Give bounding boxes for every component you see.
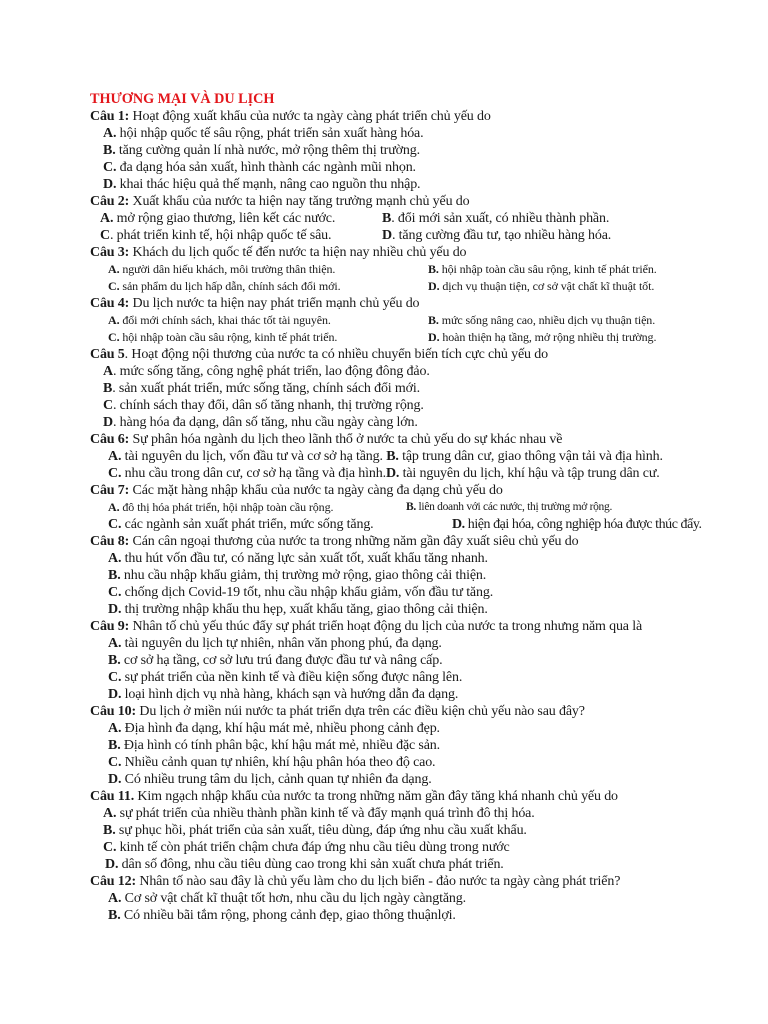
option-a-letter: A. xyxy=(108,449,122,464)
option-text: đổi mới sản xuất, có nhiều thành phần. xyxy=(394,211,610,226)
option-b xyxy=(382,210,609,227)
question-text: Nhân tố chủ yếu thúc đẩy sự phát triển hoạt động du lịch của nước ta trong nhưng năm qua là xyxy=(129,619,643,634)
option-b xyxy=(428,312,655,329)
option-letter: B. xyxy=(103,143,116,158)
option-d xyxy=(428,278,654,295)
option-dot: . xyxy=(112,381,116,396)
question-label: Câu 12: xyxy=(90,874,137,889)
question-label: Câu 2: xyxy=(90,194,130,209)
option-letter: D. xyxy=(108,602,122,617)
question-text: Kim ngạch nhập khẩu của nước ta trong những năm gần đây tăng khá nhanh chủ yếu do xyxy=(134,789,618,804)
question-text: Nhân tố nào sau đây là chủ yếu làm cho du lịch biển - đảo nước ta ngày càng phát triển? xyxy=(136,874,621,889)
option-row xyxy=(90,448,730,465)
option-text: đô thị hóa phát triển, hội nhập toàn cầu rộng. xyxy=(119,500,334,514)
option-c xyxy=(108,329,337,346)
question-7 xyxy=(90,482,730,533)
option-c-text: nhu cầu trong dân cư, cơ sở hạ tầng và địa hình. xyxy=(121,466,386,481)
option-c xyxy=(108,516,374,533)
option-text: cơ sở hạ tầng, cơ sở lưu trú đang được đầu tư và nâng cấp. xyxy=(120,653,443,668)
question-stem xyxy=(90,295,730,312)
option-text: đa dạng hóa sản xuất, hình thành các ngành mũi nhọn. xyxy=(116,160,416,175)
option-dot: . xyxy=(112,398,117,413)
option-c xyxy=(90,839,730,856)
option-text: Nhiều cảnh quan tự nhiên, khí hậu phân hóa theo độ cao. xyxy=(121,755,436,770)
option-c xyxy=(90,584,730,601)
question-stem xyxy=(90,346,730,363)
option-text: kinh tế còn phát triển chậm chưa đáp ứng nhu cầu tiêu dùng trong nước xyxy=(116,840,510,855)
option-b xyxy=(90,652,730,669)
option-letter: D xyxy=(103,415,113,430)
question-text: Du lịch nước ta hiện nay phát triển mạnh chủ yếu do xyxy=(129,296,420,311)
option-letter: C. xyxy=(108,330,120,344)
option-text: liên doanh với các nước, thị trường mở rộng. xyxy=(415,501,613,513)
option-letter: C. xyxy=(108,585,122,600)
option-d-letter: D. xyxy=(385,466,400,481)
question-stem xyxy=(90,533,730,550)
option-b xyxy=(406,499,612,516)
option-letter: B. xyxy=(108,908,121,923)
option-letter: A. xyxy=(108,313,120,327)
option-row xyxy=(90,312,730,329)
option-c xyxy=(90,159,730,176)
option-text: mức sống nâng cao, nhiều dịch vụ thuận tiện. xyxy=(438,313,656,327)
option-text: tăng cường đầu tư, tạo nhiều hàng hóa. xyxy=(395,228,612,243)
option-text: phát triển kinh tế, hội nhập quốc tế sâu. xyxy=(113,228,332,243)
option-letter: A. xyxy=(103,126,117,141)
option-c-letter: C. xyxy=(108,466,122,481)
option-letter: C. xyxy=(108,755,122,770)
option-letter: B. xyxy=(406,501,416,513)
option-letter: A. xyxy=(108,262,120,276)
question-2 xyxy=(90,193,730,244)
option-letter: B. xyxy=(428,262,439,276)
option-row xyxy=(90,499,730,516)
option-text: Có nhiều bãi tắm rộng, phong cảnh đẹp, giao thông thuậnlợi. xyxy=(120,908,456,923)
option-letter: C. xyxy=(103,160,117,175)
option-letter: D xyxy=(382,228,392,243)
option-text: hội nhập toàn cầu sâu rộng, kinh tế phát triển. xyxy=(119,330,338,344)
question-label: Câu 5 xyxy=(90,347,125,362)
option-b xyxy=(90,142,730,159)
question-12 xyxy=(90,873,730,924)
option-a xyxy=(90,720,730,737)
question-text: Các mặt hàng nhập khẩu của nước ta ngày càng đa dạng chủ yếu do xyxy=(129,483,503,498)
option-letter: D. xyxy=(105,857,119,872)
option-a xyxy=(90,363,730,380)
option-row xyxy=(90,329,730,346)
option-dot: . xyxy=(112,415,117,430)
option-row xyxy=(90,278,730,295)
option-letter: B. xyxy=(103,823,116,838)
option-d xyxy=(90,176,730,193)
option-b xyxy=(90,380,730,397)
question-label: Câu 10: xyxy=(90,704,137,719)
question-label: Câu 1: xyxy=(90,109,130,124)
option-a xyxy=(100,210,335,227)
option-a xyxy=(108,261,335,278)
option-letter: D. xyxy=(452,517,465,532)
document-title: THƯƠNG MẠI VÀ DU LỊCH xyxy=(90,91,275,107)
option-text: Địa hình có tính phân bậc, khí hậu mát mẻ, nhiều đặc sản. xyxy=(120,738,440,753)
option-letter: A. xyxy=(108,891,122,906)
question-label: Câu 11. xyxy=(90,789,135,804)
option-c xyxy=(100,227,331,244)
question-label: Câu 9: xyxy=(90,619,130,634)
question-stem xyxy=(90,482,730,499)
question-label: Câu 3: xyxy=(90,245,130,260)
option-letter: A. xyxy=(103,806,117,821)
question-1 xyxy=(90,108,730,193)
question-10 xyxy=(90,703,730,788)
option-a xyxy=(90,635,730,652)
question-5 xyxy=(90,346,730,431)
option-a xyxy=(108,499,333,516)
option-text: khai thác hiệu quả thế mạnh, nâng cao nguồn thu nhập. xyxy=(116,177,421,192)
option-text: đổi mới chính sách, khai thác tốt tài nguyên. xyxy=(119,313,331,327)
question-9 xyxy=(90,618,730,703)
option-text: Có nhiều trung tâm du lịch, cảnh quan tự nhiên đa dạng. xyxy=(121,772,432,787)
question-stem xyxy=(90,244,730,261)
question-text: Sự phân hóa ngành du lịch theo lãnh thổ ở nước ta chủ yếu do sự khác nhau về xyxy=(129,432,563,447)
option-text: sản phẩm du lịch hấp dẫn, chính sách đổi mới. xyxy=(119,279,341,293)
option-letter: A. xyxy=(108,551,122,566)
option-c xyxy=(90,397,730,414)
option-text: tài nguyên du lịch tự nhiên, nhân văn phong phú, đa dạng. xyxy=(121,636,442,651)
option-a xyxy=(90,125,730,142)
option-row xyxy=(90,465,730,482)
option-b xyxy=(90,567,730,584)
option-text: sự phục hồi, phát triển của sản xuất, tiêu dùng, đáp ứng nhu cầu xuất khẩu. xyxy=(115,823,527,838)
option-letter: B xyxy=(382,211,392,226)
question-label: Câu 6: xyxy=(90,432,130,447)
option-text: sự phát triển của nhiều thành phần kinh tế và đẩy mạnh quá trình đô thị hóa. xyxy=(116,806,535,821)
option-dot: . xyxy=(112,364,117,379)
question-stem xyxy=(90,108,730,125)
option-a xyxy=(90,550,730,567)
option-text: hoàn thiện hạ tầng, mở rộng nhiều thị trường. xyxy=(439,330,657,344)
option-a xyxy=(90,805,730,822)
option-letter: A xyxy=(103,364,113,379)
question-label: Câu 8: xyxy=(90,534,130,549)
option-text: dân số đông, nhu cầu tiêu dùng cao trong khi sản xuất chưa phát triển. xyxy=(118,857,504,872)
question-label: Câu 7: xyxy=(90,483,130,498)
question-stem xyxy=(90,618,730,635)
question-stem xyxy=(90,788,730,805)
option-d xyxy=(90,601,730,618)
option-b-letter: B. xyxy=(386,449,399,464)
option-letter: C. xyxy=(108,670,122,685)
option-letter: A. xyxy=(108,721,122,736)
option-text: loại hình dịch vụ nhà hàng, khách sạn và hướng dẫn đa dạng. xyxy=(121,687,459,702)
option-a-text: tài nguyên du lịch, vốn đầu tư và cơ sở hạ tầng. xyxy=(121,449,387,464)
option-text: mức sống tăng, công nghệ phát triển, lao động đông đảo. xyxy=(116,364,430,379)
option-text: tăng cường quản lí nhà nước, mở rộng thêm thị trường. xyxy=(115,143,420,158)
option-text: nhu cầu nhập khẩu giảm, thị trường mở rộng, giao thông cải thiện. xyxy=(120,568,487,583)
option-c xyxy=(90,754,730,771)
question-text: Hoạt động nội thương của nước ta có nhiều chuyển biến tích cực chủ yếu do xyxy=(128,347,548,362)
question-stem xyxy=(90,431,730,448)
option-letter: A. xyxy=(108,500,120,514)
option-letter: B. xyxy=(108,568,121,583)
option-d xyxy=(428,329,656,346)
question-label: Câu 4: xyxy=(90,296,130,311)
option-d xyxy=(382,227,611,244)
option-c xyxy=(90,669,730,686)
question-text: Xuất khẩu của nước ta hiện nay tăng trưởng mạnh chủ yếu do xyxy=(129,194,470,209)
question-text: Du lịch ở miền núi nước ta phát triển dựa trên các điều kiện chủ yếu nào sau đây? xyxy=(136,704,585,719)
option-text: thu hút vốn đầu tư, có năng lực sản xuất tốt, xuất khẩu tăng nhanh. xyxy=(121,551,488,566)
question-sep: . xyxy=(124,347,129,362)
option-text: mở rộng giao thương, liên kết các nước. xyxy=(113,211,336,226)
option-letter: D. xyxy=(108,772,122,787)
option-letter: C xyxy=(103,398,113,413)
option-letter: A. xyxy=(100,211,114,226)
option-dot: . xyxy=(391,228,396,243)
option-text: thị trường nhập khẩu thu hẹp, xuất khẩu tăng, giao thông cải thiện. xyxy=(121,602,488,617)
option-text: hội nhập toàn cầu sâu rộng, kinh tế phát triển. xyxy=(438,262,657,276)
option-row xyxy=(90,227,730,244)
option-letter: D. xyxy=(108,687,122,702)
question-stem xyxy=(90,703,730,720)
question-4 xyxy=(90,295,730,346)
option-letter: B. xyxy=(108,738,121,753)
option-text: hàng hóa đa dạng, dân số tăng, nhu cầu ngày càng lớn. xyxy=(116,415,418,430)
option-text: sự phát triển của nền kinh tế và điều kiện sống được nâng lên. xyxy=(121,670,463,685)
option-letter: C xyxy=(100,228,110,243)
option-text: các ngành sản xuất phát triển, mức sống tăng. xyxy=(121,517,374,532)
option-b xyxy=(90,737,730,754)
question-stem xyxy=(90,193,730,210)
question-stem xyxy=(90,873,730,890)
option-d xyxy=(90,686,730,703)
option-text: hội nhập quốc tế sâu rộng, phát triển sản xuất hàng hóa. xyxy=(116,126,424,141)
option-d xyxy=(452,516,702,533)
option-letter: A. xyxy=(108,636,122,651)
option-b xyxy=(90,822,730,839)
option-d-text: tài nguyên du lịch, khí hậu và tập trung dân cư. xyxy=(399,466,660,481)
document-body xyxy=(90,91,730,924)
option-b xyxy=(428,261,657,278)
option-text: Cơ sở vật chất kĩ thuật tốt hơn, nhu cầu du lịch ngày càngtăng. xyxy=(121,891,466,906)
option-letter: C. xyxy=(108,517,122,532)
option-text: người dân hiếu khách, môi trường thân thiện. xyxy=(119,262,336,276)
question-text: Khách du lịch quốc tế đến nước ta hiện nay nhiều chủ yếu do xyxy=(129,245,467,260)
option-text: chống dịch Covid-19 tốt, nhu cầu nhập khẩu giảm, vốn đầu tư tăng. xyxy=(121,585,494,600)
option-a xyxy=(90,890,730,907)
question-8 xyxy=(90,533,730,618)
question-11 xyxy=(90,788,730,873)
option-letter: B xyxy=(103,381,113,396)
option-letter: C. xyxy=(103,840,117,855)
option-b-text: tập trung dân cư, giao thông vận tải và địa hình. xyxy=(398,449,663,464)
question-text: Cán cân ngoại thương của nước ta trong những năm gần đây xuất siêu chủ yếu do xyxy=(129,534,579,549)
option-row xyxy=(90,516,730,533)
option-letter: B. xyxy=(428,313,439,327)
option-row xyxy=(90,261,730,278)
option-text: Địa hình đa dạng, khí hậu mát mẻ, nhiều phong cảnh đẹp. xyxy=(121,721,440,736)
option-a xyxy=(108,312,331,329)
option-d xyxy=(90,856,730,873)
option-text: hiện đại hóa, công nghiệp hóa được thúc đẩy. xyxy=(464,517,702,532)
option-letter: C. xyxy=(108,279,120,293)
question-3 xyxy=(90,244,730,295)
question-6 xyxy=(90,431,730,482)
option-d xyxy=(90,771,730,788)
option-text: chính sách thay đổi, dân số tăng nhanh, thị trường rộng. xyxy=(116,398,424,413)
question-text: Hoạt động xuất khẩu của nước ta ngày càng phát triển chủ yếu do xyxy=(129,109,491,124)
option-d xyxy=(90,414,730,431)
option-letter: D. xyxy=(103,177,117,192)
option-row xyxy=(90,210,730,227)
option-text: sản xuất phát triển, mức sống tăng, chính sách đổi mới. xyxy=(115,381,420,396)
option-b xyxy=(90,907,730,924)
option-dot: . xyxy=(391,211,395,226)
option-letter: D. xyxy=(428,279,440,293)
option-text: dịch vụ thuận tiện, cơ sở vật chất kĩ thuật tốt. xyxy=(439,279,655,293)
option-c xyxy=(108,278,341,295)
option-dot: . xyxy=(109,228,114,243)
option-letter: D. xyxy=(428,330,440,344)
option-letter: B. xyxy=(108,653,121,668)
